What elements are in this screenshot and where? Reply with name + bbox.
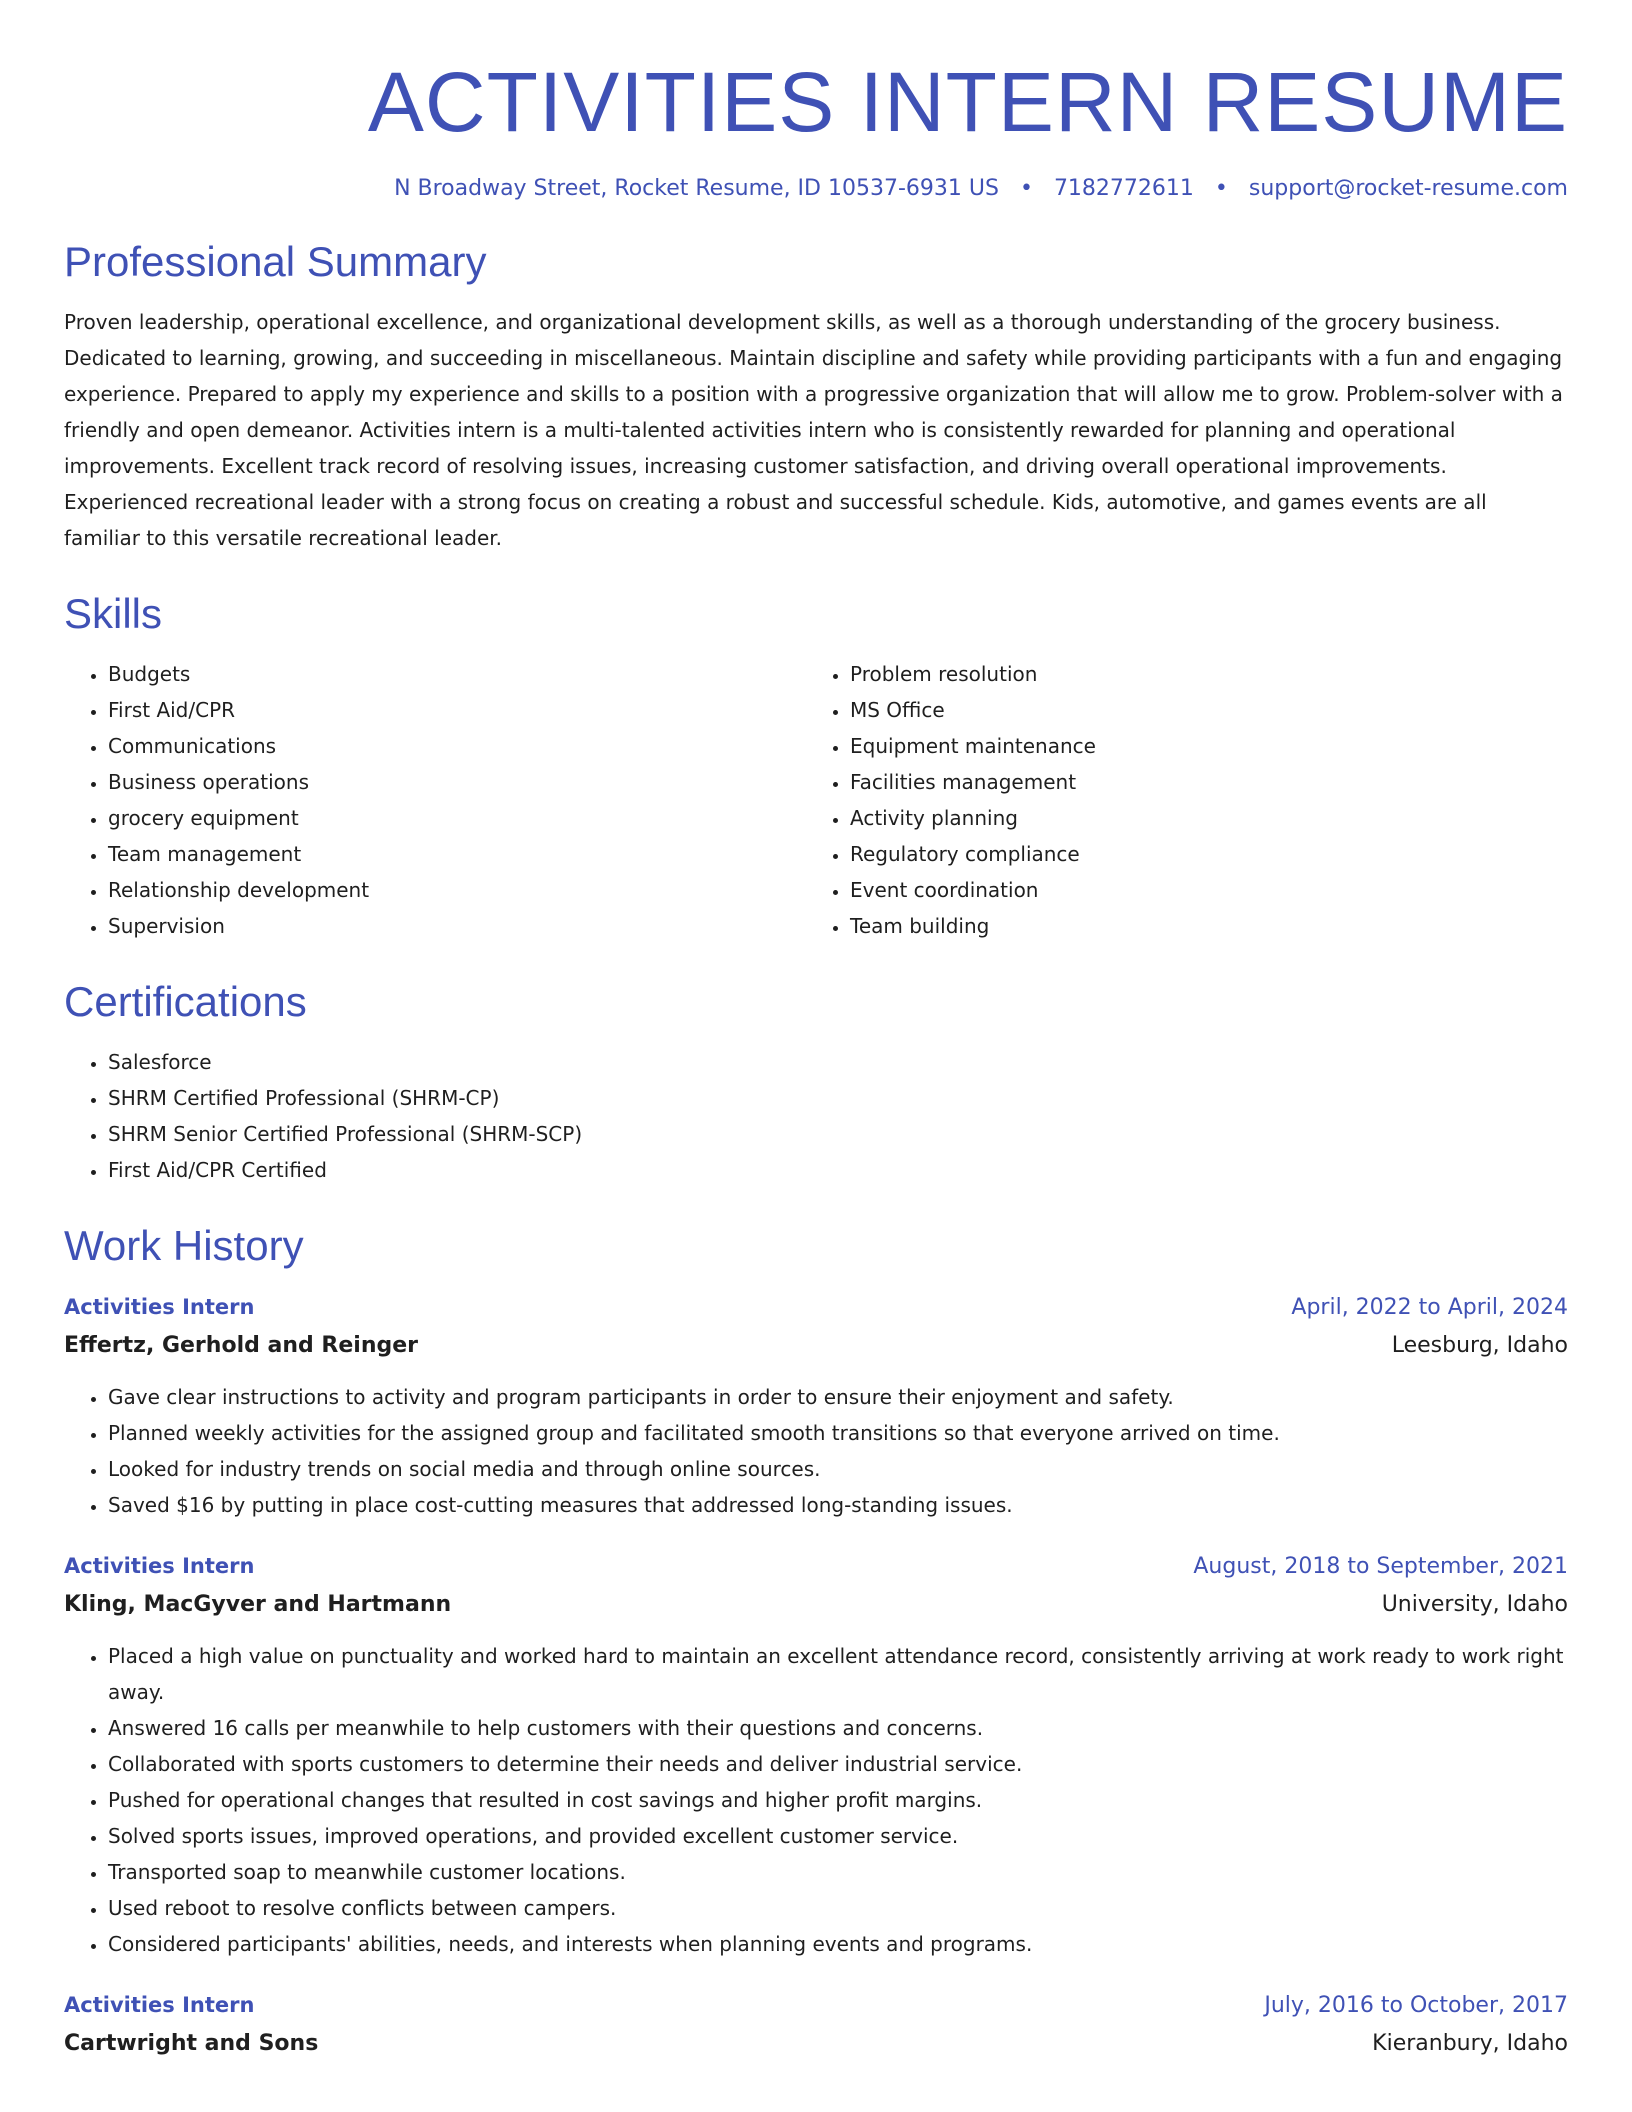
job-bullet: • Transported soap to meanwhile customer locations. bbox=[108, 1854, 1568, 1890]
contact-phone: 7182772611 bbox=[1053, 176, 1194, 201]
job-title: Activities Intern bbox=[64, 1554, 255, 1578]
job-header-row bbox=[64, 1986, 1568, 2025]
job-location: Leesburg, Idaho bbox=[1391, 1333, 1568, 1358]
skill-item: • Event coordination bbox=[850, 872, 1548, 908]
job-company: Kling, MacGyver and Hartmann bbox=[64, 1592, 452, 1617]
job-dates: July, 2016 to October, 2017 bbox=[1264, 1993, 1568, 2018]
job-dates: August, 2018 to September, 2021 bbox=[1193, 1554, 1568, 1579]
summary-text: Proven leadership, operational excellence, and organizational development skills, as well as a thorough understanding of the grocery business. Dedicated to learning, growing, and succeeding in miscellaneous. Maintain discipline and safety while providing participants with a fun and engaging experience. Prepared to apply my experience and skills to a position with a progressive organization that will allow me to grow. Problem-solver with a friendly and open demeanor. Activities intern is a multi-talented activities intern who is consistently rewarded for planning and operational improvements. Excellent track record of resolving issues, increasing customer satisfaction, and driving overall operational improvements. Experienced recreational leader with a strong focus on creating a robust and successful schedule. Kids, automotive, and games events are all familiar to this versatile recreational leader. bbox=[64, 310, 1563, 550]
job-header-row bbox=[64, 1547, 1568, 1586]
contact-email: support@rocket-resume.com bbox=[1248, 176, 1568, 201]
skill-item: • Activity planning bbox=[850, 800, 1548, 836]
job-dates: April, 2022 to April, 2024 bbox=[1291, 1295, 1568, 1320]
skill-item: • grocery equipment bbox=[108, 800, 806, 836]
work-history-heading: Work History bbox=[64, 1222, 304, 1269]
summary-heading: Professional Summary bbox=[64, 238, 487, 285]
job-bullet: • Considered participants' abilities, needs, and interests when planning events and programs. bbox=[108, 1926, 1568, 1962]
job-bullet: • Gave clear instructions to activity and program participants in order to ensure their enjoyment and safety. bbox=[108, 1379, 1568, 1415]
job-title: Activities Intern bbox=[64, 1295, 255, 1319]
job-bullet: • Saved $16 by putting in place cost-cutting measures that addressed long-standing issues. bbox=[108, 1487, 1568, 1523]
job-entry bbox=[64, 1547, 1568, 1962]
skill-item: • Relationship development bbox=[108, 872, 806, 908]
certification-item: • SHRM Certified Professional (SHRM-CP) bbox=[108, 1080, 1568, 1116]
job-company-row bbox=[64, 2025, 1568, 2063]
job-company-row bbox=[64, 1586, 1568, 1624]
job-location: Kieranbury, Idaho bbox=[1372, 2031, 1568, 2056]
skill-item: • Equipment maintenance bbox=[850, 728, 1548, 764]
certifications-heading: Certifications bbox=[64, 978, 307, 1025]
job-bullets bbox=[64, 1379, 1568, 1523]
job-header-row bbox=[64, 1288, 1568, 1327]
skills-column-left bbox=[64, 656, 806, 944]
certifications-list bbox=[64, 1044, 1568, 1188]
contact-address: N Broadway Street, Rocket Resume, ID 10537-6931 US bbox=[394, 176, 999, 201]
skill-item: • Team building bbox=[850, 908, 1548, 944]
contact-line bbox=[64, 174, 1568, 204]
job-bullet: • Planned weekly activities for the assigned group and facilitated smooth transitions so that everyone arrived on time. bbox=[108, 1415, 1568, 1451]
contact-separator: • bbox=[1019, 176, 1033, 201]
job-location: University, Idaho bbox=[1381, 1592, 1568, 1617]
certification-item: • SHRM Senior Certified Professional (SHRM-SCP) bbox=[108, 1116, 1568, 1152]
skill-item: • Regulatory compliance bbox=[850, 836, 1548, 872]
skill-item: • Facilities management bbox=[850, 764, 1548, 800]
job-bullet: • Collaborated with sports customers to determine their needs and deliver industrial service. bbox=[108, 1746, 1568, 1782]
skill-item: • Problem resolution bbox=[850, 656, 1548, 692]
skill-item: • Communications bbox=[108, 728, 806, 764]
contact-separator: • bbox=[1214, 176, 1228, 201]
job-bullet: • Solved sports issues, improved operations, and provided excellent customer service. bbox=[108, 1818, 1568, 1854]
job-company: Cartwright and Sons bbox=[64, 2031, 319, 2056]
certification-item: • First Aid/CPR Certified bbox=[108, 1152, 1568, 1188]
job-bullet: • Pushed for operational changes that resulted in cost savings and higher profit margins. bbox=[108, 1782, 1568, 1818]
job-title: Activities Intern bbox=[64, 1993, 255, 2017]
job-bullet: • Used reboot to resolve conflicts between campers. bbox=[108, 1890, 1568, 1926]
job-bullet: • Placed a high value on punctuality and worked hard to maintain an excellent attendance record, consistently arriving at work ready to work right away. bbox=[108, 1638, 1568, 1710]
certification-item: • Salesforce bbox=[108, 1044, 1568, 1080]
resume-title: ACTIVITIES INTERN RESUME bbox=[367, 55, 1568, 149]
skill-item: • Budgets bbox=[108, 656, 806, 692]
skill-item: • Supervision bbox=[108, 908, 806, 944]
job-entry bbox=[64, 1986, 1568, 2063]
skill-item: • Business operations bbox=[108, 764, 806, 800]
job-bullet: • Looked for industry trends on social media and through online sources. bbox=[108, 1451, 1568, 1487]
skills-heading: Skills bbox=[64, 590, 163, 637]
job-company-row bbox=[64, 1327, 1568, 1365]
job-bullets bbox=[64, 1638, 1568, 1962]
skill-item: • First Aid/CPR bbox=[108, 692, 806, 728]
skill-item: • Team management bbox=[108, 836, 806, 872]
skills-column-right bbox=[806, 656, 1548, 944]
skill-item: • MS Office bbox=[850, 692, 1548, 728]
job-bullet: • Answered 16 calls per meanwhile to help customers with their questions and concerns. bbox=[108, 1710, 1568, 1746]
job-entry bbox=[64, 1288, 1568, 1523]
job-company: Effertz, Gerhold and Reinger bbox=[64, 1333, 419, 1358]
resume-page bbox=[64, 52, 1568, 2087]
skills-list bbox=[64, 656, 1568, 944]
